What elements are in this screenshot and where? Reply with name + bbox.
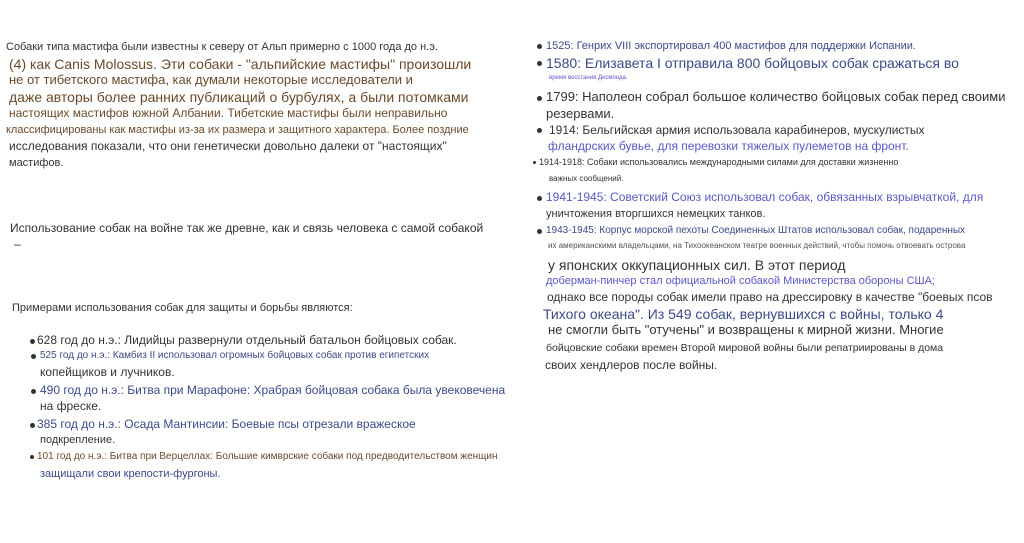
bullet-icon xyxy=(31,389,36,394)
list-item: 525 год до н.э.: Камбиз II использовал огромных бойцовых собак против египетских xyxy=(40,350,430,361)
examples-heading: Примерами использования собак для защиты и борьбы являются: xyxy=(12,302,353,314)
list-item-cont: важных сообщений. xyxy=(549,174,624,183)
intro-line: мастифов. xyxy=(9,157,64,169)
bullet-icon xyxy=(537,196,542,201)
list-item-cont: время восстания Десмонда. xyxy=(549,75,628,81)
list-item: 1799: Наполеон собрал большое количество бойцовых собак перед своими xyxy=(546,89,1006,104)
list-item-cont: бойцовские собаки времен Второй мировой войны были репатриированы в дома xyxy=(546,342,944,354)
intro-line: настоящих мастифов южной Албании. Тибетские мастифы были неправильно xyxy=(9,106,448,120)
intro-line: исследования показали, что они генетически довольно далеки от "настоящих" xyxy=(9,139,447,153)
war-dash: – xyxy=(14,237,21,251)
intro-line: не от тибетского мастифа, как думали некоторые исследователи и xyxy=(9,72,413,87)
list-item-cont: на фреске. xyxy=(40,399,102,413)
list-item: 1914: Бельгийская армия использовала карабинеров, мускулистых xyxy=(549,123,925,137)
list-item: 101 год до н.э.: Битва при Верцеллах: Большие кимврские собаки под предводительством женщин xyxy=(37,451,498,462)
list-item-cont: резервами. xyxy=(546,106,615,121)
bullet-icon xyxy=(537,44,542,49)
intro-line: (4) как Canis Molossus. Эти собаки - "альпийские мастифы" произошли xyxy=(9,56,472,72)
list-item: 490 год до н.э.: Битва при Марафоне: Храбрая бойцовая собака была увековечена xyxy=(40,383,506,397)
list-item-cont: доберман-пинчер стал официальной собакой Министерства обороны США; xyxy=(546,275,935,287)
list-item: 1941-1945: Советский Союз использовал собак, обвязанных взрывчаткой, для xyxy=(546,190,984,204)
list-item-cont: подкрепление. xyxy=(40,434,116,446)
list-item-cont: своих хендлеров после войны. xyxy=(545,358,718,372)
list-item-cont: защищали свои крепости-фургоны. xyxy=(40,468,221,480)
bullet-icon xyxy=(533,161,536,164)
bullet-icon xyxy=(537,61,542,66)
list-item-cont: копейщиков и лучников. xyxy=(40,365,175,379)
bullet-icon xyxy=(30,455,34,459)
bullet-icon xyxy=(30,339,35,344)
bullet-icon xyxy=(537,128,542,133)
bullet-icon xyxy=(30,423,35,428)
list-item-cont: не смогли быть "отучены" и возвращены к мирной жизни. Многие xyxy=(548,322,944,337)
list-item: 628 год до н.э.: Лидийцы развернули отдельный батальон бойцовых собак. xyxy=(37,333,457,347)
bullet-icon xyxy=(537,229,542,234)
list-item-cont: уничтожения вторгшихся немецких танков. xyxy=(546,208,766,220)
list-item-cont: фландрских бувье, для перевозки тяжелых пулеметов на фронт. xyxy=(548,139,909,153)
list-item: 1525: Генрих VIII экспортировал 400 мастифов для поддержки Испании. xyxy=(546,40,916,52)
list-item: 1580: Елизавета I отправила 800 бойцовых собак сражаться во xyxy=(546,55,959,71)
list-item: 1943-1945: Корпус морской пехоты Соединенных Штатов использовал собак, подаренных xyxy=(546,225,966,236)
list-item-cont: их американскими владельцами, на Тихоокеанском театре военных действий, чтобы помочь отвоевать острова xyxy=(548,241,966,250)
intro-line: Собаки типа мастифа были известны к северу от Альп примерно с 1000 года до н.э. xyxy=(6,41,438,53)
bullet-icon xyxy=(537,96,542,101)
intro-line: классифицированы как мастифы из-за их размера и защитного характера. Более поздние xyxy=(6,124,469,136)
list-item-cont: однако все породы собак имели право на дрессировку в качестве "боевых псов xyxy=(547,290,993,304)
war-statement: Использование собак на войне так же древне, как и связь человека с самой собакой xyxy=(10,221,484,235)
list-item-cont: Тихого океана". Из 549 собак, вернувшихся с войны, только 4 xyxy=(543,306,944,322)
list-item: 385 год до н.э.: Осада Мантинсии: Боевые псы отрезали вражеское xyxy=(37,417,416,431)
bullet-icon xyxy=(31,354,36,359)
intro-line: даже авторы более ранних публикаций о бурбулях, а были потомками xyxy=(9,89,469,105)
list-item-cont: у японских оккупационных сил. В этот период xyxy=(548,257,846,273)
list-item: 1914-1918: Собаки использовались международными силами для доставки жизненно xyxy=(539,157,899,167)
